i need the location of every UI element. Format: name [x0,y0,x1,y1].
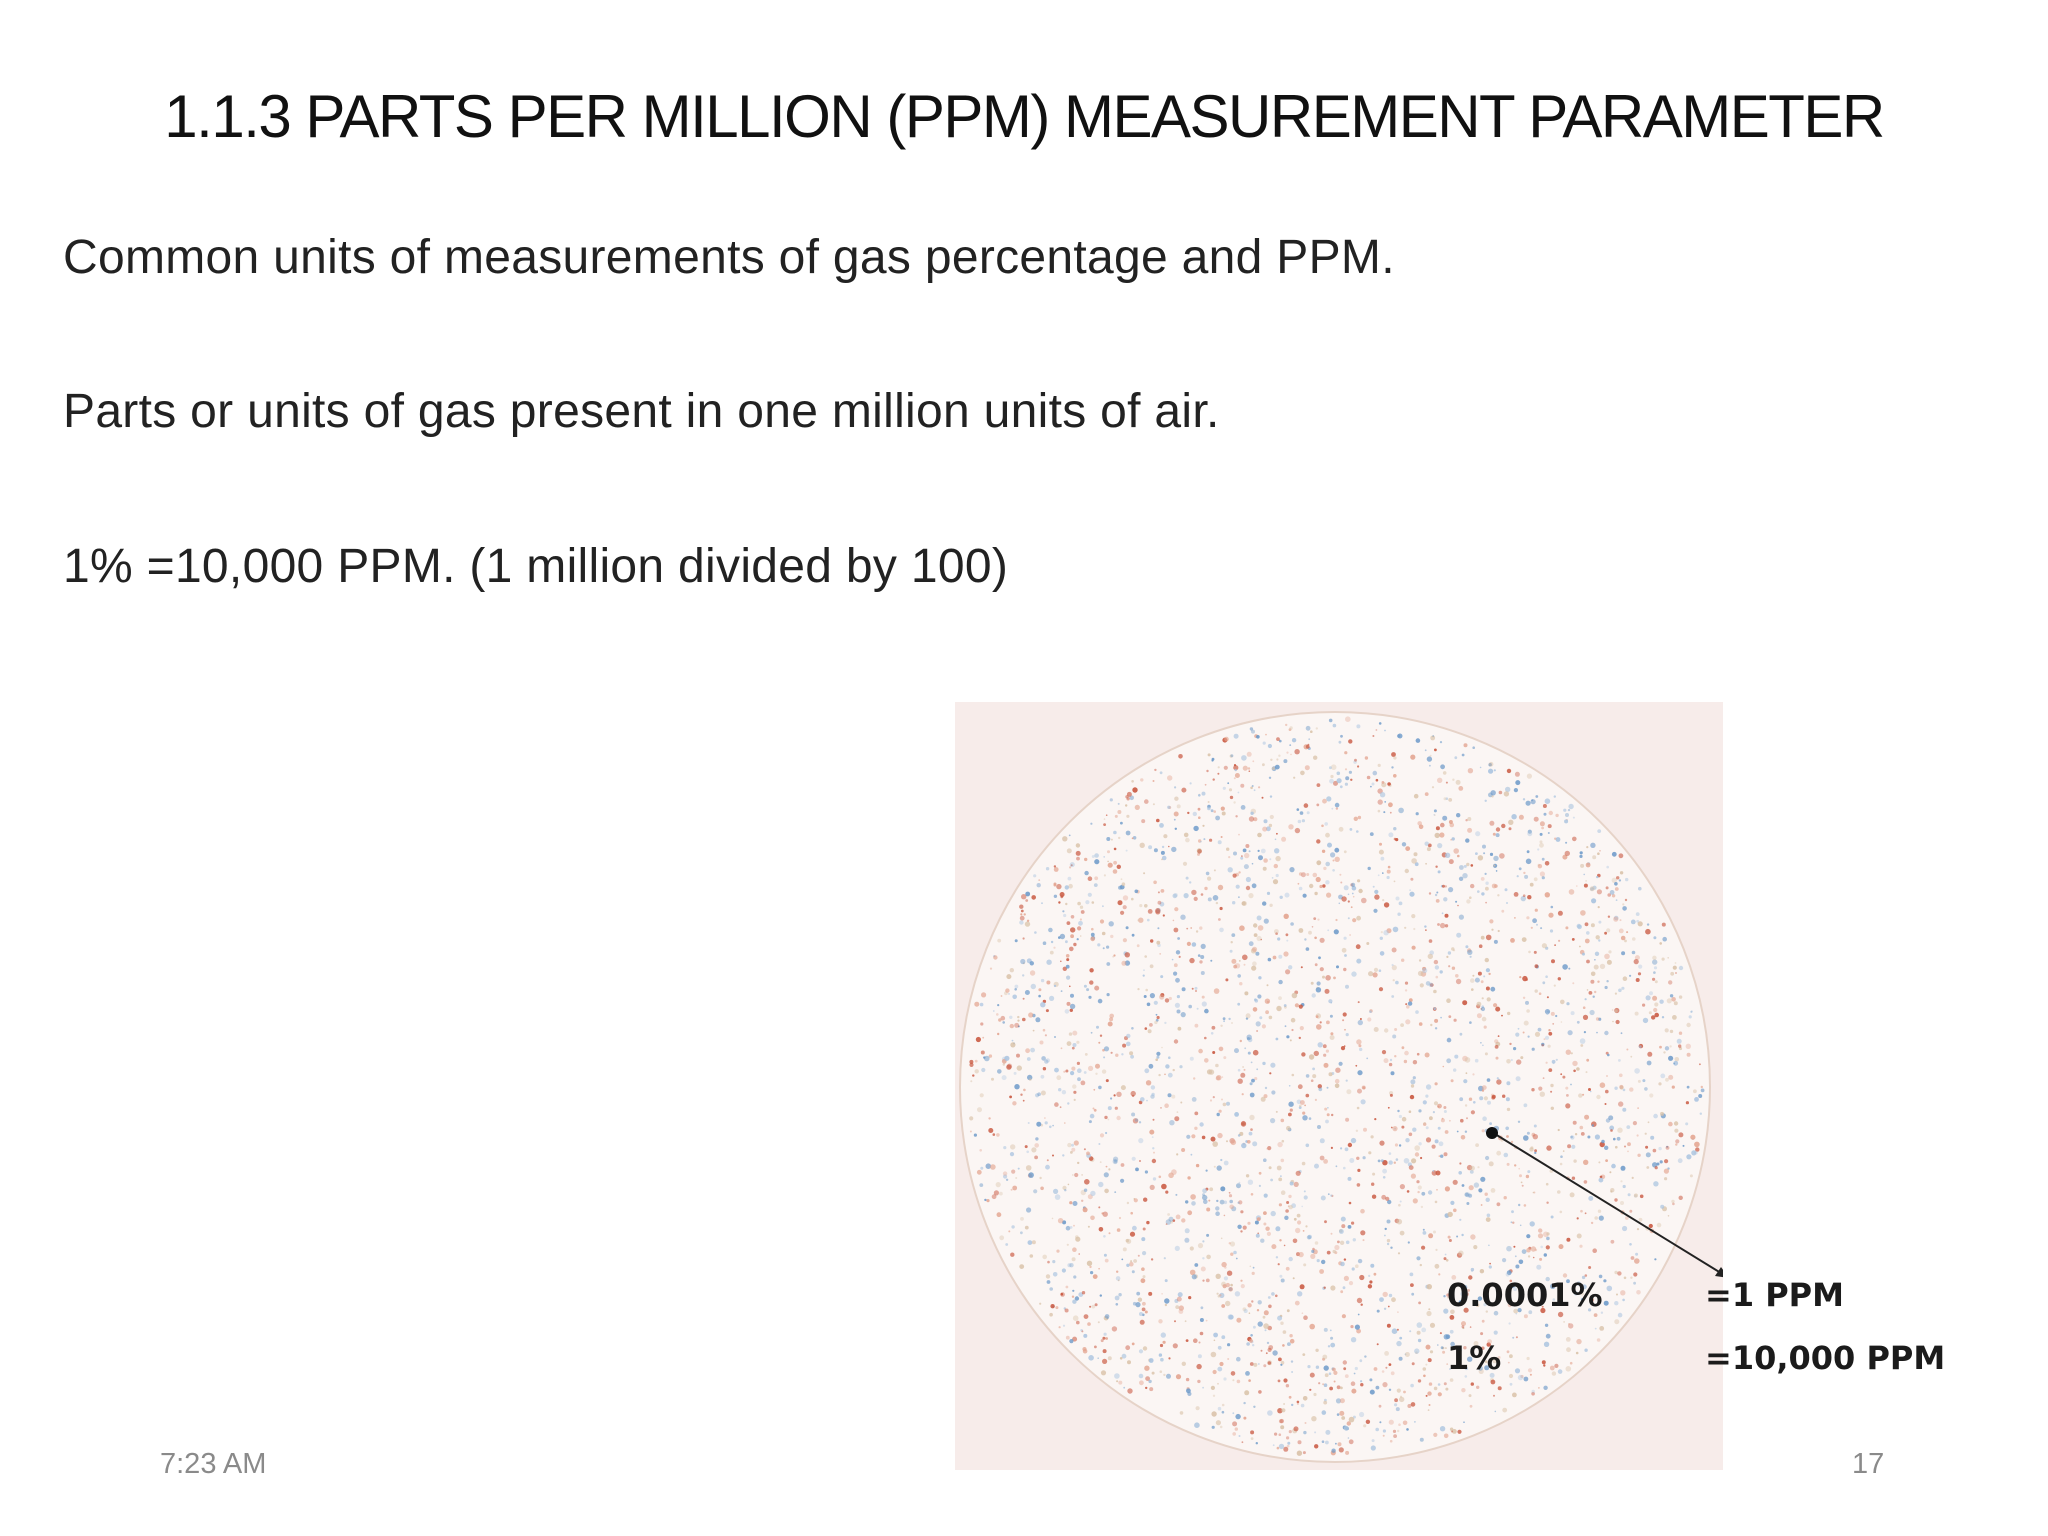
ppm-label-small: =1 PPM [1705,1276,1844,1314]
footer-page-number: 17 [1852,1448,1885,1480]
particle-circle-illustration [955,702,1723,1470]
percent-label-small: 0.0001% [1447,1276,1603,1314]
ppm-label-large: =10,000 PPM [1705,1339,1946,1377]
body-line-definition: Parts or units of gas present in one million units of air. [63,385,1220,438]
footer-time: 7:23 AM [160,1448,267,1480]
body-line-units: Common units of measurements of gas percentage and PPM. [63,231,1395,284]
body-line-conversion: 1% =10,000 PPM. (1 million divided by 100) [63,540,1009,593]
slide-title: 1.1.3 PARTS PER MILLION (PPM) MEASUREMENT PARAMETER [164,83,1884,150]
percent-label-large: 1% [1447,1339,1502,1377]
one-ppm-marker-dot [1486,1127,1498,1139]
